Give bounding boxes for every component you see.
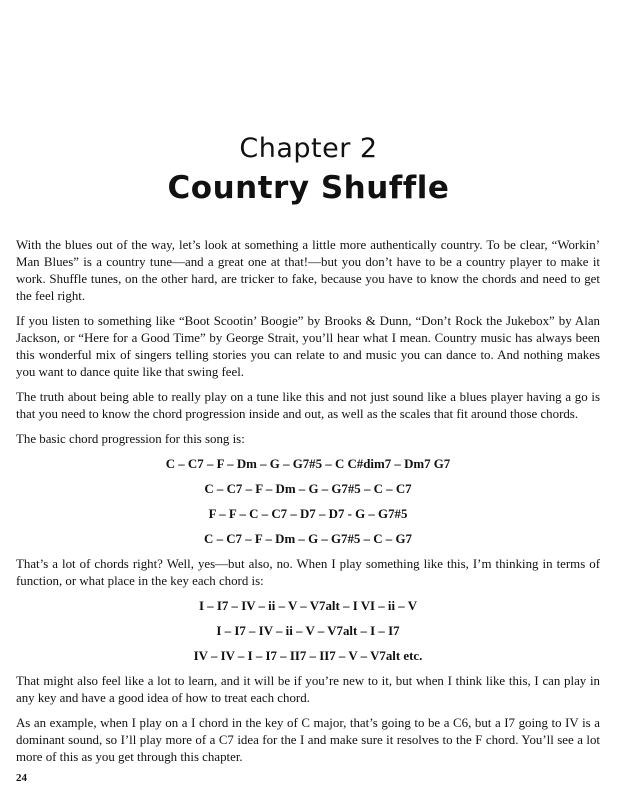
paragraph-examples: If you listen to something like “Boot Scootin’ Boogie” by Brooks & Dunn, “Don’t Rock the Jukebox” by Alan Jackson, or “Here for a Good Time” by George Strait, you’ll hear what I mean. Country music has always been this wonderful mix of singers telling stories you can relate to and music you can dance to. And nothing makes you want to dance quite like that swing feel. bbox=[16, 314, 600, 379]
body-text bbox=[16, 237, 600, 774]
chord-line: F – F – C – C7 – D7 – D7 - G – G7#5 bbox=[208, 507, 408, 521]
chord-line: C – C7 – F – Dm – G – G7#5 – C C#dim7 – Dm7 G7 bbox=[165, 457, 451, 471]
chapter-title: Country Shuffle bbox=[167, 170, 450, 206]
function-progression bbox=[16, 598, 600, 665]
paragraph-truth: The truth about being able to really play on a tune like this and not just sound like a blues player having a go is that you need to know the chord progression inside and out, as well as the scales that fit around those chords. bbox=[16, 390, 600, 421]
chord-progression bbox=[16, 456, 600, 548]
paragraph-intro: With the blues out of the way, let’s look at something a little more authentically country. To be clear, “Workin’ Man Blues” is a country tune—and a great one at that!—but you don’t have to be a country player to make it work. Shuffle tunes, on the other hard, are tricker to fake, because you have to know the chords and need to get the feel right. bbox=[16, 238, 600, 303]
chord-line: C – C7 – F – Dm – G – G7#5 – C – G7 bbox=[204, 532, 412, 546]
function-line: I – I7 – IV – ii – V – V7alt – I VI – ii – V bbox=[198, 599, 418, 613]
function-line: I – I7 – IV – ii – V – V7alt – I – I7 bbox=[216, 624, 400, 638]
page-number: 24 bbox=[16, 772, 27, 784]
paragraph-function-intro: That’s a lot of chords right? Well, yes—but also, no. When I play something like this, I’m thinking in terms of function, or what place in the key each chord is: bbox=[16, 557, 600, 588]
paragraph-progression-intro: The basic chord progression for this song is: bbox=[16, 432, 245, 446]
paragraph-example-c-major: As an example, when I play on a I chord in the key of C major, that’s going to be a C6, but a I7 going to IV is a dominant sound, so I’ll play more of a C7 idea for the I and make sure it resolves to the F chord. You’ll see a lot more of this as you get through this chapter. bbox=[16, 716, 600, 764]
chapter-label: Chapter 2 bbox=[239, 133, 378, 164]
chord-line: C – C7 – F – Dm – G – G7#5 – C – C7 bbox=[204, 482, 412, 496]
function-line: IV – IV – I – I7 – II7 – II7 – V – V7alt etc. bbox=[193, 649, 423, 663]
paragraph-learning: That might also feel like a lot to learn, and it will be if you’re new to it, but when I think like this, I can play in any key and have a good idea of how to treat each chord. bbox=[16, 674, 600, 705]
